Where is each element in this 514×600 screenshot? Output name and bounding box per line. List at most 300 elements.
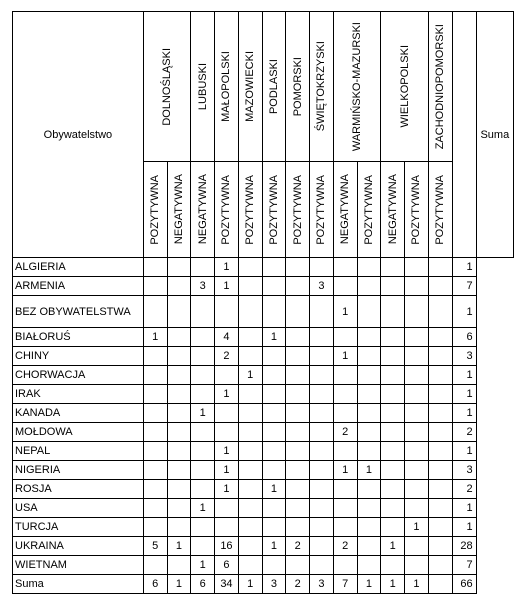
value-cell xyxy=(143,556,167,575)
value-cell xyxy=(357,366,381,385)
value-cell xyxy=(286,328,310,347)
value-cell xyxy=(381,347,405,366)
value-cell xyxy=(238,537,262,556)
value-cell xyxy=(428,404,452,423)
sum-cell: 1 xyxy=(452,442,476,461)
value-cell xyxy=(143,461,167,480)
country-cell: TURCJA xyxy=(13,518,144,537)
value-cell xyxy=(167,556,191,575)
value-cell xyxy=(262,347,286,366)
value-cell xyxy=(333,385,357,404)
value-cell: 4 xyxy=(215,328,239,347)
empty-header xyxy=(452,12,476,258)
value-cell xyxy=(428,575,452,594)
decision-label: POZYTYWNA xyxy=(220,174,233,245)
country-cell: ALGIERIA xyxy=(13,258,144,277)
region-label: DOLNOŚLĄSKI xyxy=(161,47,174,126)
country-cell: USA xyxy=(13,499,144,518)
decision-header xyxy=(238,162,262,258)
value-cell xyxy=(428,423,452,442)
decision-label: NEGATYWNA xyxy=(196,174,209,245)
decision-header xyxy=(191,162,215,258)
value-cell xyxy=(428,385,452,404)
value-cell xyxy=(262,442,286,461)
value-cell: 1 xyxy=(357,575,381,594)
value-cell xyxy=(357,258,381,277)
citizenship-header: Obywatelstwo xyxy=(13,12,144,258)
value-cell: 1 xyxy=(215,385,239,404)
table-row xyxy=(13,518,514,537)
value-cell xyxy=(310,366,334,385)
value-cell xyxy=(262,423,286,442)
value-cell xyxy=(215,518,239,537)
region-label: PODLASKI xyxy=(267,58,280,115)
value-cell xyxy=(333,480,357,499)
value-cell xyxy=(167,366,191,385)
value-cell xyxy=(357,518,381,537)
value-cell: 1 xyxy=(215,277,239,296)
value-cell xyxy=(167,328,191,347)
citizenship-decision-table xyxy=(12,11,514,594)
value-cell xyxy=(143,366,167,385)
value-cell xyxy=(167,277,191,296)
decision-header xyxy=(262,162,286,258)
decision-label: NEGATYWNA xyxy=(172,174,185,245)
value-cell xyxy=(191,328,215,347)
value-cell xyxy=(262,385,286,404)
value-cell xyxy=(286,385,310,404)
value-cell xyxy=(357,480,381,499)
table-row xyxy=(13,461,514,480)
value-cell xyxy=(167,296,191,328)
region-label: ŚWIĘTOKRZYSKI xyxy=(315,41,328,132)
value-cell xyxy=(405,258,429,277)
value-cell xyxy=(310,442,334,461)
value-cell xyxy=(405,328,429,347)
value-cell xyxy=(381,499,405,518)
value-cell xyxy=(357,347,381,366)
value-cell xyxy=(428,277,452,296)
country-cell: UKRAINA xyxy=(13,537,144,556)
value-cell xyxy=(262,404,286,423)
region-header xyxy=(310,12,334,162)
value-cell xyxy=(405,537,429,556)
value-cell: 3 xyxy=(262,575,286,594)
value-cell: 6 xyxy=(143,575,167,594)
value-cell xyxy=(238,518,262,537)
value-cell xyxy=(143,518,167,537)
value-cell xyxy=(238,499,262,518)
value-cell xyxy=(143,404,167,423)
value-cell xyxy=(191,385,215,404)
value-cell: 3 xyxy=(191,277,215,296)
decision-header xyxy=(286,162,310,258)
value-cell: 5 xyxy=(143,537,167,556)
value-cell xyxy=(286,258,310,277)
value-cell xyxy=(191,347,215,366)
value-cell xyxy=(167,404,191,423)
value-cell xyxy=(191,518,215,537)
table-row xyxy=(13,480,514,499)
value-cell xyxy=(238,296,262,328)
value-cell: 1 xyxy=(381,537,405,556)
decision-header xyxy=(143,162,167,258)
table-row xyxy=(13,296,514,328)
value-cell xyxy=(286,499,310,518)
value-cell xyxy=(428,499,452,518)
value-cell xyxy=(310,423,334,442)
table-row xyxy=(13,423,514,442)
value-cell xyxy=(357,423,381,442)
region-header xyxy=(333,12,381,162)
total-label: Suma xyxy=(13,575,144,594)
value-cell xyxy=(143,442,167,461)
value-cell xyxy=(381,556,405,575)
sum-cell: 3 xyxy=(452,461,476,480)
region-label: WIELKOPOLSKI xyxy=(398,45,411,128)
region-header xyxy=(143,12,191,162)
value-cell: 1 xyxy=(333,461,357,480)
value-cell xyxy=(238,480,262,499)
value-cell xyxy=(405,277,429,296)
decision-label: NEGATYWNA xyxy=(386,174,399,245)
value-cell xyxy=(262,366,286,385)
value-cell xyxy=(428,366,452,385)
value-cell: 1 xyxy=(333,296,357,328)
decision-header xyxy=(357,162,381,258)
value-cell xyxy=(310,296,334,328)
value-cell xyxy=(191,537,215,556)
country-cell: CHORWACJA xyxy=(13,366,144,385)
decision-label: POZYTYWNA xyxy=(291,174,304,245)
value-cell xyxy=(286,277,310,296)
sum-cell: 1 xyxy=(452,366,476,385)
value-cell: 1 xyxy=(405,518,429,537)
value-cell xyxy=(428,328,452,347)
decision-label: POZYTYWNA xyxy=(315,174,328,245)
value-cell: 1 xyxy=(238,366,262,385)
value-cell xyxy=(405,404,429,423)
value-cell: 1 xyxy=(191,499,215,518)
value-cell: 1 xyxy=(381,575,405,594)
country-cell: CHINY xyxy=(13,347,144,366)
value-cell: 6 xyxy=(191,575,215,594)
region-label: WARMIŃSKO-MAZURSKI xyxy=(351,21,364,152)
value-cell: 34 xyxy=(215,575,239,594)
value-cell xyxy=(428,442,452,461)
value-cell xyxy=(286,461,310,480)
value-cell xyxy=(381,518,405,537)
value-cell xyxy=(238,277,262,296)
value-cell: 1 xyxy=(405,575,429,594)
sum-cell: 66 xyxy=(452,575,476,594)
value-cell xyxy=(286,556,310,575)
value-cell xyxy=(333,366,357,385)
value-cell xyxy=(357,328,381,347)
value-cell xyxy=(428,537,452,556)
sum-cell: 6 xyxy=(452,328,476,347)
sum-cell: 1 xyxy=(452,258,476,277)
value-cell: 7 xyxy=(333,575,357,594)
value-cell xyxy=(381,404,405,423)
value-cell: 1 xyxy=(215,461,239,480)
sum-cell: 28 xyxy=(452,537,476,556)
region-header xyxy=(215,12,239,162)
value-cell xyxy=(286,480,310,499)
value-cell: 16 xyxy=(215,537,239,556)
value-cell xyxy=(405,296,429,328)
value-cell: 1 xyxy=(167,575,191,594)
value-cell xyxy=(167,385,191,404)
table-row xyxy=(13,537,514,556)
value-cell xyxy=(381,258,405,277)
value-cell xyxy=(357,556,381,575)
value-cell: 1 xyxy=(238,575,262,594)
value-cell xyxy=(238,258,262,277)
value-cell xyxy=(191,296,215,328)
sum-cell: 1 xyxy=(452,385,476,404)
value-cell: 6 xyxy=(215,556,239,575)
value-cell xyxy=(381,442,405,461)
sum-cell: 1 xyxy=(452,404,476,423)
value-cell xyxy=(286,366,310,385)
value-cell xyxy=(310,328,334,347)
sum-cell: 1 xyxy=(452,296,476,328)
table-row xyxy=(13,385,514,404)
country-cell: BIAŁORUŚ xyxy=(13,328,144,347)
sum-cell: 1 xyxy=(452,499,476,518)
value-cell: 1 xyxy=(215,258,239,277)
value-cell xyxy=(167,423,191,442)
value-cell: 3 xyxy=(310,277,334,296)
sum-cell: 1 xyxy=(452,518,476,537)
value-cell: 1 xyxy=(143,328,167,347)
sum-cell: 7 xyxy=(452,277,476,296)
total-row xyxy=(13,575,514,594)
value-cell xyxy=(167,518,191,537)
value-cell xyxy=(405,442,429,461)
value-cell xyxy=(310,518,334,537)
table-row xyxy=(13,277,514,296)
value-cell xyxy=(405,480,429,499)
decision-header xyxy=(428,162,452,258)
region-label: MAŁOPOLSKI xyxy=(220,51,233,122)
table-row xyxy=(13,442,514,461)
value-cell xyxy=(333,556,357,575)
value-cell xyxy=(405,366,429,385)
value-cell xyxy=(286,404,310,423)
value-cell: 1 xyxy=(167,537,191,556)
value-cell xyxy=(310,258,334,277)
sum-cell: 7 xyxy=(452,556,476,575)
region-header xyxy=(238,12,262,162)
country-cell: MOŁDOWA xyxy=(13,423,144,442)
value-cell: 1 xyxy=(262,480,286,499)
value-cell xyxy=(286,442,310,461)
value-cell xyxy=(215,404,239,423)
value-cell xyxy=(428,296,452,328)
value-cell xyxy=(143,423,167,442)
value-cell: 1 xyxy=(215,480,239,499)
value-cell xyxy=(191,423,215,442)
value-cell xyxy=(405,556,429,575)
decision-header xyxy=(310,162,334,258)
value-cell xyxy=(215,296,239,328)
decision-label: POZYTYWNA xyxy=(244,174,257,245)
decision-header xyxy=(215,162,239,258)
value-cell: 2 xyxy=(333,423,357,442)
value-cell xyxy=(357,385,381,404)
country-cell: ROSJA xyxy=(13,480,144,499)
value-cell xyxy=(238,404,262,423)
value-cell xyxy=(381,277,405,296)
value-cell xyxy=(167,461,191,480)
value-cell xyxy=(191,258,215,277)
value-cell: 2 xyxy=(286,575,310,594)
value-cell xyxy=(405,499,429,518)
decision-label: POZYTYWNA xyxy=(410,174,423,245)
value-cell xyxy=(238,442,262,461)
region-header xyxy=(262,12,286,162)
region-label: ZACHODNIOPOMORSKI xyxy=(434,23,447,150)
value-cell xyxy=(262,277,286,296)
value-cell xyxy=(428,347,452,366)
value-cell xyxy=(167,499,191,518)
value-cell xyxy=(357,296,381,328)
value-cell: 1 xyxy=(333,347,357,366)
country-cell: ARMENIA xyxy=(13,277,144,296)
country-cell: IRAK xyxy=(13,385,144,404)
country-cell: NIGERIA xyxy=(13,461,144,480)
value-cell xyxy=(191,461,215,480)
value-cell xyxy=(143,258,167,277)
decision-label: POZYTYWNA xyxy=(362,174,375,245)
value-cell: 2 xyxy=(333,537,357,556)
decision-label: NEGATYWNA xyxy=(339,174,352,245)
region-header xyxy=(286,12,310,162)
value-cell xyxy=(167,258,191,277)
sum-cell: 2 xyxy=(452,480,476,499)
value-cell xyxy=(333,277,357,296)
decision-label: POZYTYWNA xyxy=(267,174,280,245)
value-cell xyxy=(238,347,262,366)
value-cell xyxy=(310,499,334,518)
region-label: MAZOWIECKI xyxy=(244,51,257,122)
value-cell xyxy=(381,461,405,480)
value-cell xyxy=(310,480,334,499)
country-cell: WIETNAM xyxy=(13,556,144,575)
value-cell xyxy=(405,385,429,404)
table-row xyxy=(13,328,514,347)
value-cell xyxy=(333,258,357,277)
region-header xyxy=(428,12,452,162)
value-cell xyxy=(262,518,286,537)
value-cell xyxy=(381,385,405,404)
value-cell xyxy=(381,328,405,347)
value-cell xyxy=(286,347,310,366)
value-cell xyxy=(143,499,167,518)
decision-header xyxy=(405,162,429,258)
value-cell xyxy=(357,277,381,296)
value-cell xyxy=(381,480,405,499)
value-cell xyxy=(143,480,167,499)
value-cell xyxy=(357,442,381,461)
value-cell xyxy=(167,442,191,461)
sum-cell: 2 xyxy=(452,423,476,442)
value-cell xyxy=(405,347,429,366)
country-cell: BEZ OBYWATELSTWA xyxy=(13,296,144,328)
region-label: LUBUSKI xyxy=(196,62,209,111)
value-cell xyxy=(381,423,405,442)
value-cell xyxy=(428,258,452,277)
value-cell xyxy=(143,385,167,404)
value-cell: 1 xyxy=(262,328,286,347)
value-cell xyxy=(262,258,286,277)
country-cell: NEPAL xyxy=(13,442,144,461)
decision-label: POZYTYWNA xyxy=(434,174,447,245)
value-cell xyxy=(428,518,452,537)
value-cell: 1 xyxy=(191,404,215,423)
value-cell xyxy=(428,556,452,575)
value-cell xyxy=(310,556,334,575)
value-cell xyxy=(357,404,381,423)
table-row xyxy=(13,258,514,277)
value-cell xyxy=(333,499,357,518)
value-cell xyxy=(167,347,191,366)
value-cell xyxy=(286,423,310,442)
value-cell xyxy=(333,328,357,347)
value-cell xyxy=(381,366,405,385)
region-label: POMORSKI xyxy=(291,56,304,117)
value-cell: 1 xyxy=(357,461,381,480)
value-cell xyxy=(143,347,167,366)
decision-header xyxy=(333,162,357,258)
value-cell xyxy=(215,366,239,385)
value-cell xyxy=(143,296,167,328)
value-cell: 2 xyxy=(286,537,310,556)
value-cell: 3 xyxy=(310,575,334,594)
value-cell xyxy=(381,296,405,328)
value-cell xyxy=(310,461,334,480)
value-cell xyxy=(215,499,239,518)
value-cell xyxy=(191,366,215,385)
value-cell xyxy=(238,385,262,404)
sum-cell: 3 xyxy=(452,347,476,366)
value-cell xyxy=(357,537,381,556)
value-cell xyxy=(310,404,334,423)
value-cell xyxy=(333,442,357,461)
value-cell xyxy=(357,499,381,518)
table-row xyxy=(13,556,514,575)
value-cell xyxy=(215,423,239,442)
value-cell: 2 xyxy=(215,347,239,366)
region-header xyxy=(381,12,429,162)
value-cell xyxy=(262,556,286,575)
value-cell xyxy=(428,461,452,480)
value-cell xyxy=(310,537,334,556)
table-row xyxy=(13,404,514,423)
country-cell: KANADA xyxy=(13,404,144,423)
value-cell xyxy=(238,328,262,347)
value-cell xyxy=(428,480,452,499)
value-cell xyxy=(286,296,310,328)
decision-header xyxy=(381,162,405,258)
value-cell xyxy=(238,556,262,575)
region-header-row xyxy=(13,12,514,162)
value-cell xyxy=(310,385,334,404)
table-row xyxy=(13,366,514,385)
value-cell xyxy=(310,347,334,366)
